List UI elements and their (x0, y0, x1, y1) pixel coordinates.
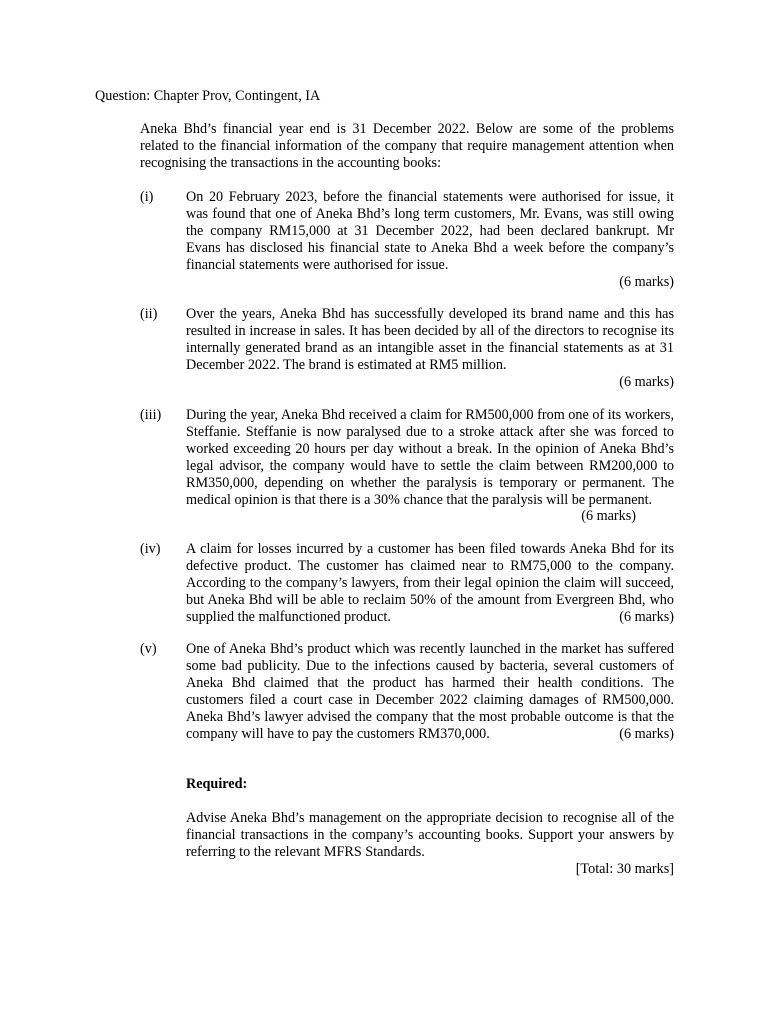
question-text (186, 407, 674, 525)
question-marks: (6 marks) (619, 608, 674, 625)
question-text (186, 541, 674, 626)
required-text (186, 810, 674, 878)
question-text (186, 189, 674, 290)
question-marks: (6 marks) (619, 373, 674, 390)
question-body: One of Aneka Bhd’s product which was recently launched in the market has suffered some bad publicity. Due to the infections caused by bacteria, several customers of Aneka Bhd claimed that the product has harmed their health conditions. The customers filed a court case in December 2022 claiming damages of RM500,000. Aneka Bhd’s lawyer advised the company that the most probable outcome is that the company will have to pay the customers RM370,000. (186, 641, 674, 742)
question-text (186, 641, 674, 742)
advice-body: Advise Aneka Bhd’s management on the appropriate decision to recognise all of the financial transactions in the company’s accounting books. Support your answers by referring to the relevant MFRS Standards. (186, 810, 674, 860)
question-body: During the year, Aneka Bhd received a claim for RM500,000 from one of its workers, Steffanie. Steffanie is now paralysed due to a stroke attack after she was forced to worked exceeding 20 hours per day without a break. In the opinion of Aneka Bhd’s legal advisor, the company would have to settle the claim between RM200,000 to RM350,000, depending on whether the paralysis is temporary or permanent. The medical opinion is that there is a 30% chance that the paralysis will be permanent. (186, 407, 674, 508)
question-number: (ii) (140, 306, 158, 322)
question-text (186, 306, 674, 391)
question-number: (v) (140, 641, 157, 657)
question-number: (i) (140, 189, 154, 205)
question-body: On 20 February 2023, before the financial statements were authorised for issue, it was found that one of Aneka Bhd’s long term customers, Mr. Evans, was still owing the company RM15,000 at 31 December 2022, had been declared bankrupt. Mr Evans has disclosed his financial state to Aneka Bhd a week before the company’s financial statements were authorised for issue. (186, 189, 674, 273)
question-number: (iii) (140, 407, 162, 423)
intro-paragraph: Aneka Bhd’s financial year end is 31 December 2022. Below are some of the problems related to the financial information of the company that require management attention when recognising the transactions in the accounting books: (140, 121, 674, 171)
question-marks: (6 marks) (581, 508, 636, 525)
total-marks: [Total: 30 marks] (575, 860, 674, 877)
question-body: Over the years, Aneka Bhd has successfully developed its brand name and this has resulted in increase in sales. It has been decided by all of the directors to recognise its internally generated brand as an intangible asset in the financial statements as at 31 December 2022. The brand is estimated at RM5 million. (186, 306, 674, 373)
question-marks: (6 marks) (619, 725, 674, 742)
question-body: A claim for losses incurred by a customer has been filed towards Aneka Bhd for its defective product. The customer has claimed near to RM75,000 to the company. According to the company’s lawyers, from their legal opinion the claim will succeed, but Aneka Bhd will be able to reclaim 50% of the amount from Evergreen Bhd, who supplied the malfunctioned product. (186, 541, 674, 625)
question-number: (iv) (140, 541, 161, 557)
question-marks: (6 marks) (619, 273, 674, 290)
required-heading: Required: (186, 776, 248, 792)
question-title: Question: Chapter Prov, Contingent, IA (95, 88, 321, 104)
